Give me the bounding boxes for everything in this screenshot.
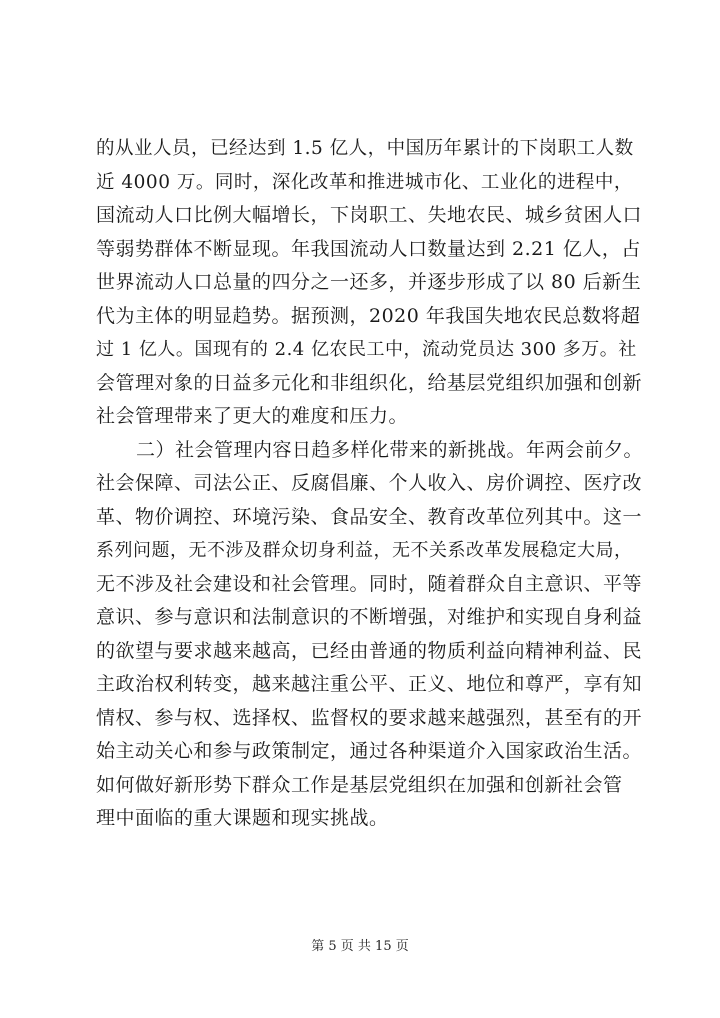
body-text (96, 132, 644, 836)
text-line: 理中面临的重大课题和现实挑战。 (96, 807, 389, 829)
text-line: 社会管理带来了更大的难度和压力。 (96, 405, 409, 427)
text-line: 近 4000 万。同时，深化改革和推进城市化、工业化的进程中， (96, 171, 633, 193)
text-line: 等弱势群体不断显现。年我国流动人口数量达到 2.21 亿人，占 (96, 237, 641, 260)
text-line: 国流动人口比例大幅增长，下岗职工、失地农民、城乡贫困人口 (96, 204, 643, 226)
text-line: 意识、参与意识和法制意识的不断增强，对维护和实现自身利益 (96, 606, 643, 628)
text-line: 的欲望与要求越来越高，已经由普通的物质利益向精神利益、民 (96, 639, 643, 662)
text-line: 社会保障、司法公正、反腐倡廉、个人收入、房价调控、医疗改 (96, 472, 643, 494)
text-line: 如何做好新形势下群众工作是基层党组织在加强和创新社会管 (96, 773, 623, 796)
text-line: 代为主体的明显趋势。据预测，2020 年我国失地农民总数将超 (96, 304, 641, 327)
text-line: 情权、参与权、选择权、监督权的要求越来越强烈，甚至有的开 (96, 706, 643, 729)
text-line: 的从业人员，已经达到 1.5 亿人，中国历年累计的下岗职工人数 (96, 138, 634, 159)
text-line: 会管理对象的日益多元化和非组织化，给基层党组织加强和创新 (96, 371, 643, 394)
section-heading-line: 二）社会管理内容日趋多样化带来的新挑战。年两会前夕。 (136, 438, 644, 461)
text-line: 过 1 亿人。国现有的 2.4 亿农民工中，流动党员达 300 多万。社 (96, 339, 637, 360)
text-line: 始主动关心和参与政策制定，通过各种渠道介入国家政治生活。 (96, 740, 643, 762)
text-line: 世界流动人口总量的四分之一还多，并逐步形成了以 80 后新生 (96, 271, 642, 293)
page-footer (0, 938, 720, 956)
text-line: 系列问题，无不涉及群众切身利益，无不关系改革发展稳定大局， (96, 540, 633, 561)
text-line: 无不涉及社会建设和社会管理。同时，随着群众自主意识、平等 (96, 572, 643, 595)
text-line: 革、物价调控、环境污染、食品安全、教育改革位列其中。这一 (96, 505, 643, 528)
text-line: 主政治权利转变，越来越注重公平、正义、地位和尊严，享有知 (96, 673, 643, 695)
page-number: 第 5 页 共 15 页 (311, 939, 409, 954)
